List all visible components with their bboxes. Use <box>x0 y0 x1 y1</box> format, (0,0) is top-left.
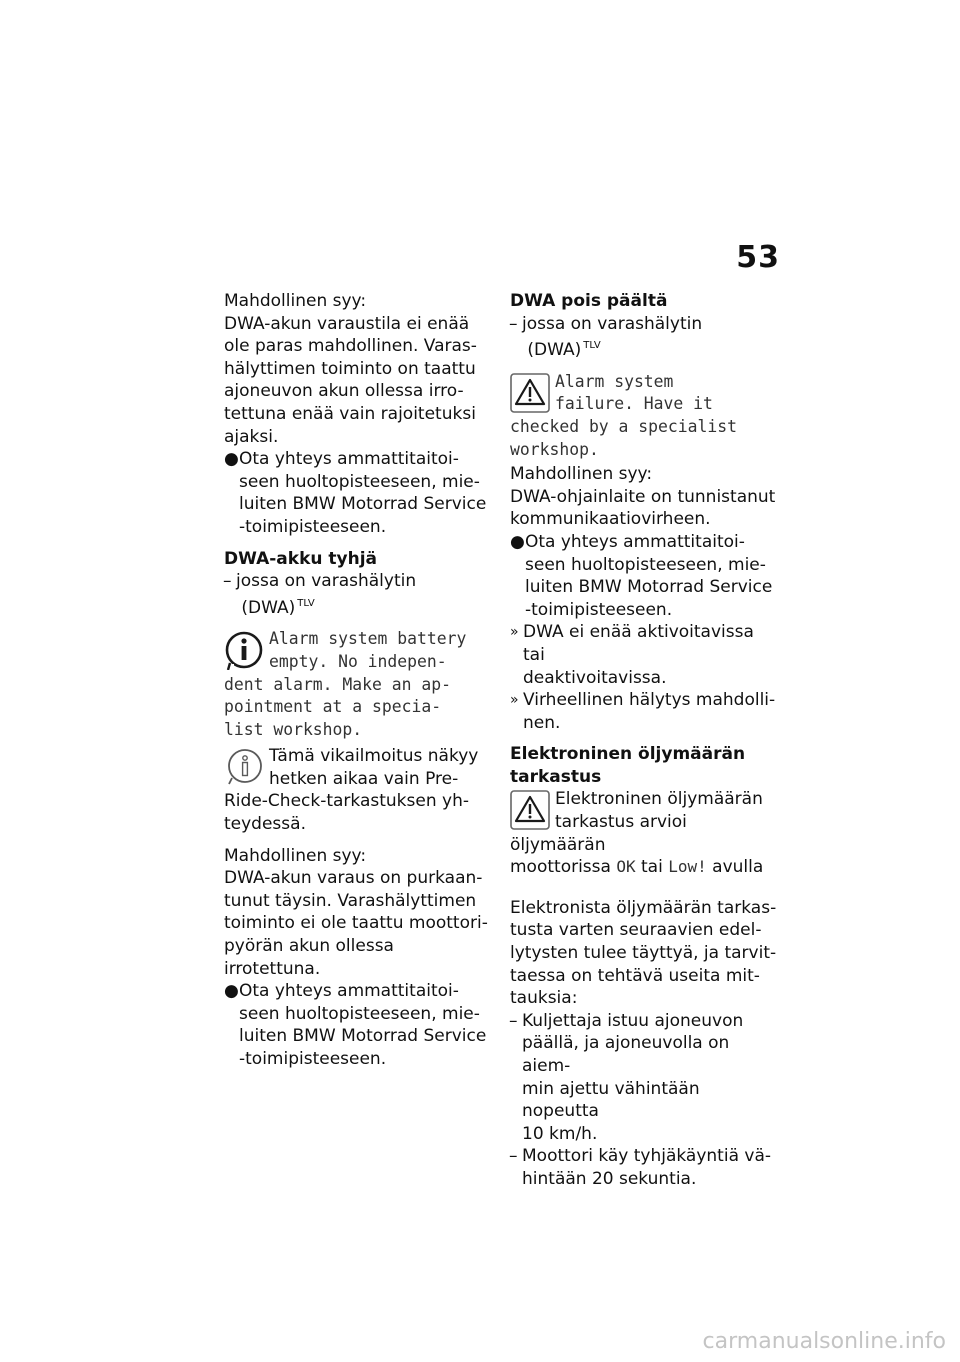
result-marker: » <box>510 692 519 709</box>
bullet-marker: ● <box>510 531 525 552</box>
condition-item: – jossa on varashälytin (DWA) $^{TLV}$ <box>223 571 417 618</box>
cause-text: DWA-akun varaus on purkaan- tunut täysin. Varashälyttimen toiminto ei ole taattu moottori- pyörän akun ollessa irrotettuna. <box>224 868 488 979</box>
warning-triangle-icon <box>510 373 550 413</box>
cause-label: Mahdollinen syy: <box>224 291 367 311</box>
result-item: » Virheellinen hälytys mahdolli- nen. <box>510 690 776 733</box>
result-item: » DWA ei enää aktivoitavissa tai deaktivoitavissa. <box>510 622 754 688</box>
cause-text: DWA-ohjainlaite on tunnistanut kommunikaatiovirheen. <box>510 486 776 530</box>
dash-marker: – <box>509 1146 518 1167</box>
action-item: ● Ota yhteys ammattitaitoi- seen huoltopisteeseen, mie- luiten BMW Motorrad Service -toimipisteeseen. <box>224 449 487 537</box>
oil-note: Elektroninen öljymäärän tarkastus arvioi öljymäärän moottorissa OK tai Low! avulla <box>510 789 764 878</box>
cause-text: DWA-akun varaustila ei enää ole paras mahdollinen. Varas- hälyttimen toiminto on taattu ajoneuvon akun ollessa irro- tettuna enää vain rajoitetuksi ajaksi. <box>224 313 477 447</box>
left-column <box>224 290 494 1071</box>
dash-marker: – <box>509 313 518 334</box>
section-heading: DWA pois päältä <box>510 291 668 311</box>
tlv-sup: TLV <box>297 597 315 609</box>
action-item: ● Ota yhteys ammattitaitoi- seen huoltopisteeseen, mie- luiten BMW Motorrad Service -toimipisteeseen. <box>224 981 487 1069</box>
condition-item: – Moottori käy tyhjäkäyntiä vä- hintään 20 sekuntia. <box>509 1146 772 1189</box>
info-outline-icon <box>224 747 264 787</box>
section-heading: DWA-akku tyhjä <box>224 548 378 569</box>
page-number: 53 <box>736 240 780 275</box>
dash-marker: – <box>509 1010 518 1031</box>
info-icon <box>224 630 264 670</box>
low-value: Low! <box>668 857 707 877</box>
right-column <box>510 290 780 1191</box>
display-message: Alarm system failure. Have it checked by a specialist workshop. <box>510 371 737 459</box>
cause-label: Mahdollinen syy: <box>224 845 367 866</box>
condition-item: – Kuljettaja istuu ajoneuvon päällä, ja ajoneuvolla on aiem- min ajettu vähintään nopeutta 10 km/h. <box>509 1010 744 1144</box>
display-message: Alarm system battery empty. No indepen- dent alarm. Make an ap- pointment at a specia- list workshop. <box>224 629 467 739</box>
section-heading: Elektroninen öljymäärän tarkastus <box>510 744 746 787</box>
watermark: carmanualsonline.info <box>702 1329 946 1354</box>
action-item: ● Ota yhteys ammattitaitoi- seen huoltopisteeseen, mie- luiten BMW Motorrad Service -toimipisteeseen. <box>510 531 773 620</box>
warning-triangle-icon <box>510 790 550 830</box>
cause-label: Mahdollinen syy: <box>510 464 653 485</box>
condition-item: – jossa on varashälytin (DWA) $^{TLV}$ <box>509 313 703 361</box>
info-note: Tämä vikailmoitus näkyy hetken aikaa vain Pre- Ride-Check-tarkastuksen yh- teydessä. <box>224 746 479 835</box>
ok-value: OK <box>616 857 636 877</box>
dash-marker: – <box>223 571 232 592</box>
result-marker: » <box>510 624 519 641</box>
bullet-marker: ● <box>224 449 239 470</box>
bullet-marker: ● <box>224 981 239 1002</box>
tlv-sup: TLV <box>583 340 601 352</box>
prerequisites-text: Elektronista öljymäärän tarkas- tusta varten seuraavien edel- lytysten tulee täyttyä, ja tarvit- taessa on tehtävä useita mit- tauksia: <box>510 897 777 1009</box>
